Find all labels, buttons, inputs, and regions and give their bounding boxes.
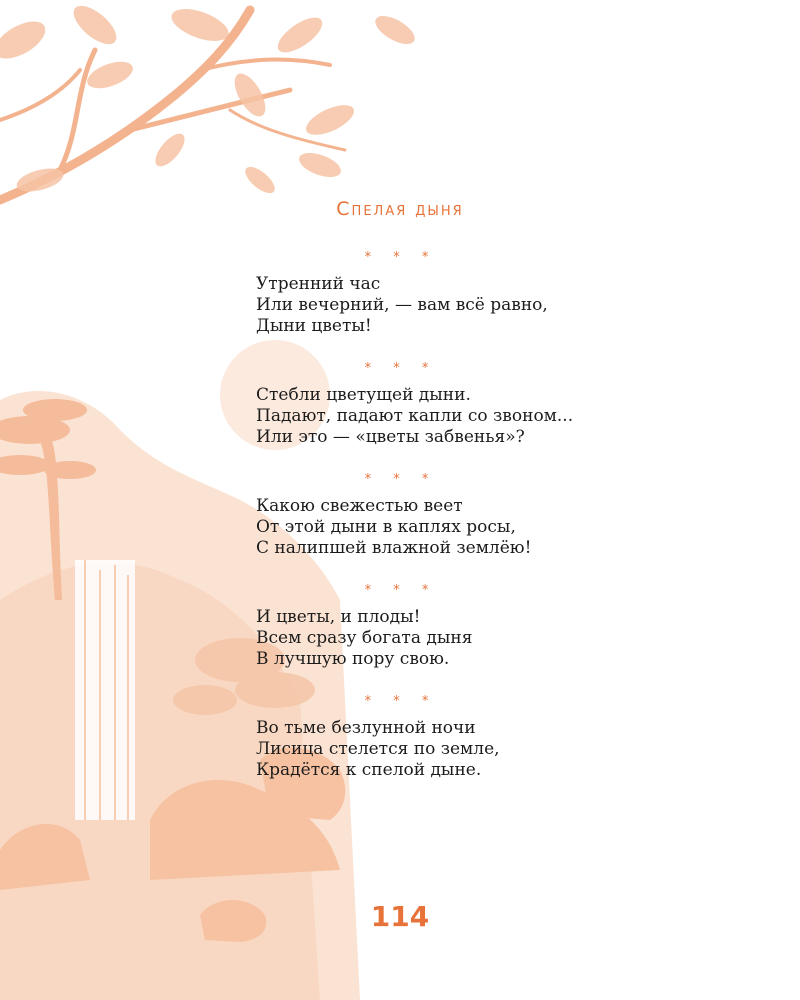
haiku <box>256 581 716 670</box>
asterism-divider: * * * <box>364 694 438 709</box>
poem-line: Лисица стелется по земле, <box>256 739 500 759</box>
haiku <box>256 359 716 448</box>
asterism-divider: * * * <box>364 250 438 265</box>
poem-line: Стебли цветущей дыни. <box>256 385 471 405</box>
poem-line: Дыни цветы! <box>256 316 372 336</box>
haiku <box>256 692 716 781</box>
poem-line: Утренний час <box>256 274 381 294</box>
poem-list <box>256 248 716 781</box>
page-title: Спелая дыня <box>336 198 464 220</box>
poem-line: Всем сразу богата дыня <box>256 628 473 648</box>
autumn-branch-illustration <box>0 0 419 200</box>
poem-line: Во тьме безлунной ночи <box>256 718 476 738</box>
poem-line: Падают, падают капли со звоном... <box>256 406 574 426</box>
asterism-divider: * * * <box>364 361 438 376</box>
poem-line: С налипшей влажной землёю! <box>256 538 532 558</box>
haiku <box>256 470 716 559</box>
poem-line: Или вечерний, — вам всё равно, <box>256 295 548 315</box>
asterism-divider: * * * <box>364 472 438 487</box>
haiku <box>256 248 716 337</box>
poem-line: Крадётся к спелой дыне. <box>256 760 482 780</box>
poem-line: От этой дыни в каплях росы, <box>256 517 516 537</box>
asterism-divider: * * * <box>364 583 438 598</box>
poem-line: Какою свежестью веет <box>256 496 463 516</box>
poem-line: В лучшую пору свою. <box>256 649 450 669</box>
poem-line: И цветы, и плоды! <box>256 607 421 627</box>
poem-line: Или это — «цветы забвенья»? <box>256 427 525 447</box>
page-number: 114 <box>370 900 430 933</box>
